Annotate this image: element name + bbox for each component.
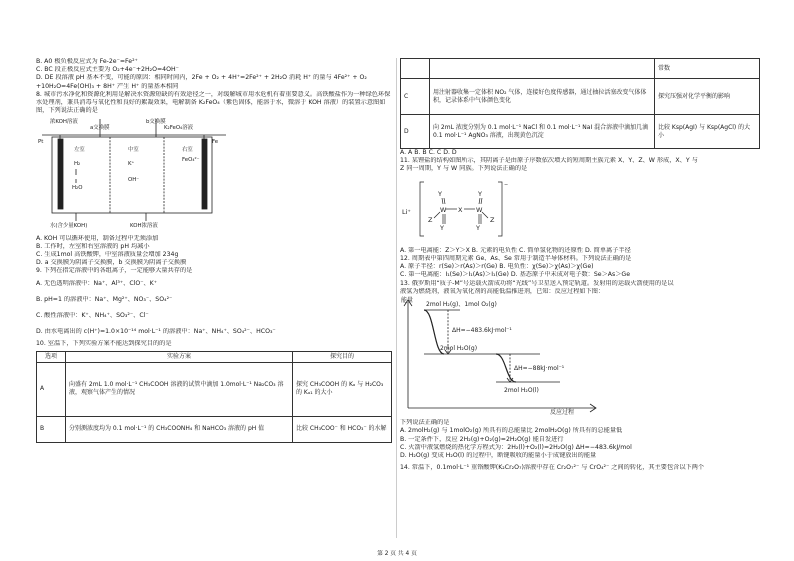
mol-li: Li⁺ xyxy=(402,207,411,216)
energy-mid-label: 2mol H₂O(g) xyxy=(440,345,478,353)
energy-dh1: ΔH=−483.6kJ·mol⁻¹ xyxy=(452,327,512,335)
table-cell-plan: 分别测浓度均为 0.1 mol·L⁻¹ 的 CH₃COONH₄ 和 NaHCO₃ 溶液的 pH 值 xyxy=(66,416,293,442)
q10-table-right xyxy=(400,58,760,149)
left-column xyxy=(36,58,396,443)
cell-label-top2: a交换膜 xyxy=(90,125,110,132)
q9-option-c: C. 酸性溶液中：K⁺、NH₄⁺、SO₃²⁻、Cl⁻ xyxy=(36,312,149,320)
q8-option-a: A. KOH 可以循环使用，制备过程中无须添加 xyxy=(36,234,159,242)
table-row xyxy=(37,416,392,442)
table-cell-goal: 探究 CH₃COOH 的 Kₐ 与 H₂CO₃ 的 Kₐ₁ 的大小 xyxy=(293,362,392,416)
table-header: 探究目的 xyxy=(293,351,392,362)
table-cell-plan: 向盛有 2mL 1.0 mol·L⁻¹ CH₃COOH 溶液的试管中滴加 1.0mol·L⁻¹ Na₂CO₃ 溶液，观察气体产生的情况 xyxy=(66,362,293,416)
q13-stem: 13. 俄罗斯用“质子-M”号运载火箭成功将“光线”号卫星送入预定轨道。发射用的运载火箭使用的是以 xyxy=(400,279,674,287)
pt-electrode xyxy=(58,139,63,209)
table-row xyxy=(401,59,760,79)
cell-label-fe: Fe xyxy=(212,139,219,146)
energy-ylabel: 能量 xyxy=(401,297,414,305)
q13-option-d: D. H₂O(g) 变成 H₂O(l) 的过程中，断键吸收的能量小于成键放出的能量 xyxy=(400,452,597,460)
q7-option-c: C. BC 段正极反应式主要为 O₂+4e⁻+2H₂O=4OH⁻ xyxy=(36,66,179,74)
cell-label-top1: 浓KOH溶液 xyxy=(50,119,78,126)
table-cell-option: B xyxy=(37,416,66,442)
cell-label-top3: b交换膜 xyxy=(146,119,166,126)
energy-diagram xyxy=(400,296,600,416)
q12-options-ab: A. 原子半径：r(Se)＞r(As)＞r(Ge) B. 电负性：χ(Se)＞χ(As)＞χ(Ge) xyxy=(400,263,594,271)
q8-option-c: C. 生成1mol 高铁酸钾，中室溶液质量会增加 234g xyxy=(36,251,179,259)
table-cell-goal: 探究压强对化学平衡的影响 xyxy=(655,79,760,115)
table-cell-plan: 用注射器收集一定体积 NO₂ 气体，连接好色度传感器，通过抽拉活塞改变气体体积，记录体系中气体颜色变化 xyxy=(430,79,655,115)
cell-label-pt: Pt xyxy=(38,139,44,146)
table-cell-goal: 比较 Ksp(AgI) 与 Ksp(AgCl) 的大小 xyxy=(655,115,760,149)
table-cell-plan xyxy=(430,59,655,79)
q8-stem-cont: 水处理剂，兼具消毒与氧化性和良好的絮凝效果，电解制备 K₂FeO₄（紫色固体，能溶于水，微溶于 KOH 溶液）的装置示意图如图，下列说法正确的是 xyxy=(36,99,386,115)
q7-option-d: D. DE 段溶液 pH 基本不变，可能的原因：相同时间内，2Fe + O₂ + 4H⁺=2Fe²⁺ + 2H₂O 消耗 H⁺ 的量与 4Fe²⁺ + O₂ xyxy=(36,74,367,82)
energy-xlabel: 反应过程 xyxy=(550,409,575,417)
table-cell-option: D xyxy=(401,115,430,149)
electrolysis-cell-diagram xyxy=(36,115,236,231)
mol-y: Y xyxy=(438,189,442,198)
lithium-salt-structure xyxy=(400,174,520,244)
table-row xyxy=(37,362,392,416)
q10-choices: A. A B. B C. C D. D xyxy=(400,149,457,156)
cell-label-bottom2: KOH浓溶液 xyxy=(130,223,158,230)
q9-option-d: D. 由水电离出的 c(H⁺)=1.0×10⁻¹⁴ mol·L⁻¹ 的溶液中：Na⁺、NH₄⁺、SO₄²⁻、HCO₃⁻ xyxy=(36,328,276,336)
q13-option-b: B. 一定条件下，反应 2H₂(g)+O₂(g)=2H₂O(g) 能自发进行 xyxy=(400,435,564,443)
table-cell-goal: 比较 CH₃COO⁻ 和 HCO₃⁻ 的水解 xyxy=(293,416,392,442)
q9-option-b: B. pH=1 的溶液中：Na⁺、Mg²⁺、NO₃⁻、SO₄²⁻ xyxy=(36,295,173,303)
fe-electrode xyxy=(202,139,207,209)
q7-option-d-cont: +10H₂O=4Fe(OH)₃ + 8H⁺ 产生 H⁺ 的量基本相同 xyxy=(36,82,179,90)
q9-stem: 9. 下列在指定溶液中的各组离子，一定能够大量共存的是 xyxy=(36,267,193,275)
q10-table-left xyxy=(36,351,392,443)
table-row xyxy=(401,79,760,115)
q10-stem: 10. 室温下，下列实验方案不能达到探究目的的是 xyxy=(36,340,172,348)
svg-text:−: − xyxy=(504,181,509,188)
cell-label-k: K⁺ xyxy=(128,161,135,168)
right-column xyxy=(400,58,760,472)
q11-stem: 11. 某锂盐的结构如图所示，其阴离子是由原子序数依次增大的短周期主族元素 X、Y、Z、W 形成，X、Y 与 xyxy=(400,157,698,165)
q8-stem: 8. 城市污水净化和资源化利用是解决水资源短缺的有效途径之一，对缓解城市用水危机有着重要意义。高铁酸盐作为一种绿色环保 xyxy=(36,90,391,98)
q14-stem: 14. 常温下，0.1mol·L⁻¹ 重铬酸钾(K₂Cr₂O₇)溶液中存在 Cr₂O₇²⁻ 与 CrO₄²⁻ 之间的转化，其主要包含以下两个 xyxy=(400,464,705,472)
cell-label-left-room: 左室 xyxy=(74,147,85,154)
mol-x: X xyxy=(458,205,463,214)
cell-label-top4: K₂FeO₄溶液 xyxy=(164,125,194,132)
q11-options: A. 第一电离能：Z＞Y＞X B. 元素的电负性 C. 简单氢化物的还原性 D. 简单离子半径 xyxy=(400,246,631,254)
energy-dh2: ΔH=−88kJ·mol⁻¹ xyxy=(514,365,565,373)
q12-stem: 12. 周期表中第四周期元素 Ge、As、Se 常用于制造半导体材料。下列说法正确的是 xyxy=(400,255,632,263)
mol-y: Y xyxy=(476,223,480,232)
q13-prompt: 下列说法正确的是 xyxy=(400,419,450,427)
cell-label-oh: OH⁻ xyxy=(128,177,140,184)
page-footer: 第 2 页 共 4 页 xyxy=(377,551,417,557)
cell-label-feo4: FeO₄²⁻ xyxy=(182,157,200,164)
q8-option-b: B. 工作时，左室和右室溶液的 pH 均减小 xyxy=(36,242,150,250)
cell-label-h2o: H₂O xyxy=(72,185,83,192)
cell-label-right-room: 右室 xyxy=(182,147,193,154)
table-cell-option: A xyxy=(37,362,66,416)
q8-option-d: D. a 交换膜为阴离子交换膜，b 交换膜为阴离子交换膜 xyxy=(36,259,187,267)
mol-w-left: W xyxy=(440,205,447,214)
table-cell-option xyxy=(401,59,430,79)
cell-label-bottom1: 水(含少量KOH) xyxy=(50,223,88,230)
q13-stem-cont: 液氢为燃烧剂，液氧为氧化剂的高能低温推进剂，已知：反应过程如下图： xyxy=(400,287,605,295)
cell-label-mid-room: 中室 xyxy=(128,147,139,154)
table-row xyxy=(401,115,760,149)
mol-y: Y xyxy=(478,189,482,198)
q9-option-a: A. 无色透明溶液中：Na⁺、Al³⁺、ClO⁻、K⁺ xyxy=(36,279,158,287)
q12-options-cd: C. 第一电离能：I₁(Se)＞I₁(As)＞I₁(Ge) D. 基态原子中未成对电子数：Se＞As＞Ge xyxy=(400,271,631,279)
column-divider xyxy=(396,58,397,538)
mol-z: Z xyxy=(428,215,433,224)
table-cell-goal: 常数 xyxy=(655,59,760,79)
mol-y: Y xyxy=(440,223,444,232)
mol-z: Z xyxy=(490,215,495,224)
q11-stem-cont: Z 同一周期，Y 与 W 同族。下列说法正确的是 xyxy=(400,165,528,173)
mol-w-right: W xyxy=(476,205,483,214)
table-cell-plan: 向 2mL 浓度分别为 0.1 mol·L⁻¹ NaCl 和 0.1 mol·L⁻¹ NaI 混合溶液中滴加几滴 0.1 mol·L⁻¹ AgNO₃ 溶液，出现黄色沉淀 xyxy=(430,115,655,149)
q13-option-a: A. 2molH₂(g) 与 1molO₂(g) 所具有的总能量比 2molH₂O(g) 所具有的总能量低 xyxy=(400,427,623,435)
table-header-row xyxy=(37,351,392,362)
table-header: 实验方案 xyxy=(66,351,293,362)
energy-bottom-label: 2mol H₂O(l) xyxy=(504,387,539,395)
table-header: 选项 xyxy=(37,351,66,362)
q7-option-b: B. A0 极负极反应式为 Fe-2e⁻=Fe²⁺ xyxy=(36,58,138,65)
cell-label-h2: H₂ xyxy=(74,161,81,168)
q13-option-c: C. 火箭中液氢燃烧的热化学方程式为：2H₂(l)+O₂(l)=2H₂O(g) ΔH=−483.6kJ/mol xyxy=(400,443,632,451)
energy-top-label: 2mol H₂(g)、1mol O₂(g) xyxy=(426,301,497,309)
table-cell-option: C xyxy=(401,79,430,115)
